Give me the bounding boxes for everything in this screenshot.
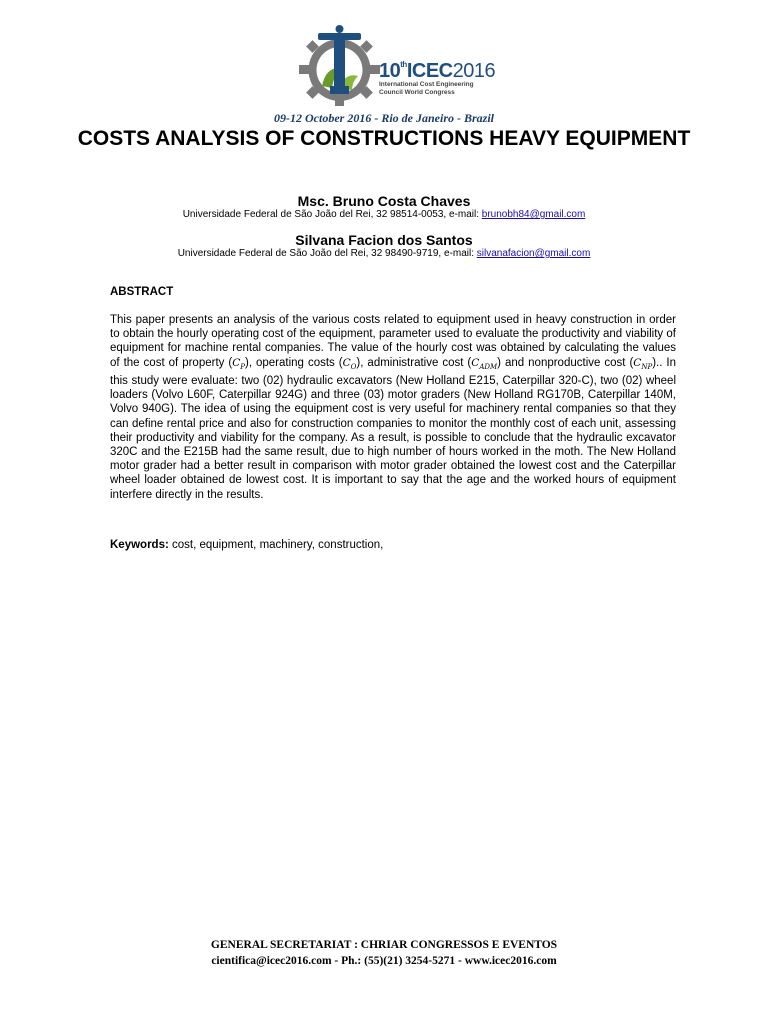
symbol-cost-nonproductive: $C_{NP}$: [633, 356, 653, 371]
congress-logo: [294, 24, 494, 114]
gear-statue-icon: [294, 24, 384, 114]
author-email-1[interactable]: brunobh84@gmail.com: [481, 209, 586, 220]
author-name-2: Silvana Facion dos Santos: [295, 232, 473, 248]
paper-title: COSTS ANALYSIS OF CONSTRUCTIONS HEAVY EQUIPMENT: [77, 127, 691, 150]
footer-secretariat: GENERAL SECRETARIAT : CHRIAR CONGRESSOS E EVENTOS: [210, 939, 558, 951]
author-name-1: Msc. Bruno Costa Chaves: [297, 193, 471, 209]
logo-edition: 10thICEC2016: [379, 60, 496, 82]
author-affiliation-1: Universidade Federal de São João del Rei, 32 98514-0053, e-mail: brunobh84@gmail.com: [182, 209, 586, 220]
abstract-body: This paper presents an analysis of the various costs related to equipment used in heavy construction in order to obtain the hourly operating cost of the equipment, parameter used to evaluate the productivity and viability of equipment for machine rental companies. The value of the hourly cost was obtained by calculating the values of the cost of property $(C_P)$, operating costs $(C_O)$, administrative cost $(C_{ADM})$ and nonproductive cost $(C_{NP})$.. In this study were evaluate: two (02) hydraulic excavators (New Holland E215, Caterpillar 320-C), two (02) wheel loaders (Volvo L60F, Caterpillar 924G) and three (03) motor graders (New Holland RG170B, Caterpillar 140M, Volvo 940G). The idea of using the equipment cost is very useful for machinery rental companies so that they can define rental price and also for construction companies to monitor the monthly cost of each unit, assessing their productivity and viability for the company. As a result, is possible to conclude that the hydraulic excavator 320C and the E215B had the same result, due to high number of hours worked in the moth. The New Holland motor grader had a better result in comparison with motor grader obtained the lowest cost and the Caterpillar wheel loader obtained de lowest cost. It is important to say that the age and the worked hours of equipment interfere directly in the results.: [110, 314, 676, 501]
symbol-cost-operating: $C_O$: [342, 356, 357, 371]
author-email-2[interactable]: silvanafacion@gmail.com: [476, 248, 591, 259]
logo-subtitle-1: International Cost Engineering: [379, 81, 474, 88]
keywords-label: Keywords:: [110, 539, 169, 551]
dateline: 09-12 October 2016 - Rio de Janeiro - Brazil: [274, 111, 494, 125]
symbol-cost-admin: $C_{ADM}$: [471, 356, 498, 371]
author-affiliation-2: Universidade Federal de São João del Rei, 32 98490-9719, e-mail: silvanafacion@gmail.com: [177, 248, 591, 259]
symbol-cost-property: $C_P$: [232, 356, 245, 371]
footer-contact: cientifica@icec2016.com - Ph.: (55)(21) 3254-5271 - www.icec2016.com: [211, 955, 557, 967]
keywords-line: [110, 539, 383, 551]
keywords-text: cost, equipment, machinery, construction,: [168, 539, 384, 551]
logo-subtitle-2: Council World Congress: [379, 88, 455, 96]
abstract-heading: ABSTRACT: [110, 286, 174, 298]
